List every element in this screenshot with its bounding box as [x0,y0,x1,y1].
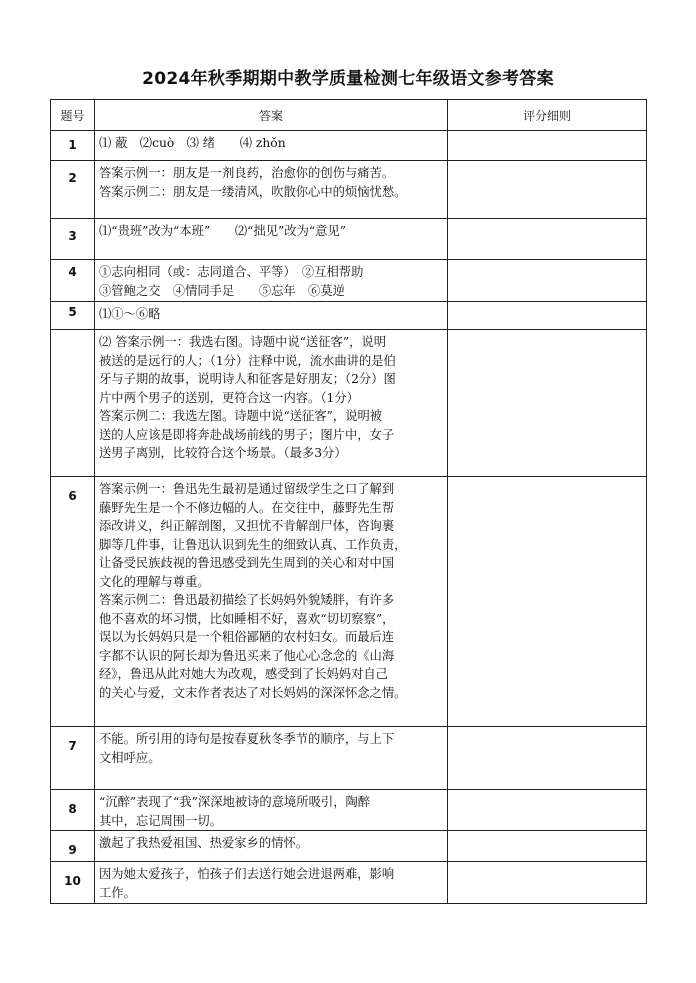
answer-line: 不能。所引用的诗句是按春夏秋冬季节的顺序，与上下 [99,732,395,746]
score-cell [448,477,647,727]
score-cell [448,862,647,904]
table-row [51,831,647,862]
answer-line: ③管鲍之交 ④情同手足 ⑤忘年 ⑥莫逆 [99,283,345,298]
answer-cell [95,131,448,161]
score-cell [448,260,647,302]
answer-line: 送男子离别，比较符合这个场景。（最多3分） [99,446,347,460]
answer-line: ⑵ 答案示例一：我选右图。诗题中说“送征客”，说明 [99,335,387,349]
table-row [51,260,647,302]
table-row [51,727,647,790]
answer-line: 文化的理解与尊重。 [99,574,210,589]
table-row [51,790,647,831]
answer-line: 答案示例一：鲁迅先生最初是通过留级学生之口了解到 [99,482,395,496]
answer-cell [95,219,448,260]
answer-line: 答案示例二：我选左图。诗题中说“送征客”，说明被 [99,409,383,423]
question-number: 7 [51,727,95,790]
answer-line: 文相呼应。 [99,750,161,765]
table-row [51,131,647,161]
answer-cell [95,862,448,904]
answer-cell [95,831,448,862]
table-row [51,330,647,477]
table-row [51,302,647,330]
header-score: 评分细则 [448,100,647,131]
score-cell [448,831,647,862]
question-number: 1 [51,131,95,161]
answer-line: 的关心与爱，文末作者表达了对长妈妈的深深怀念之情。 [99,685,407,700]
answer-line: 答案示例二：鲁迅最初描绘了长妈妈外貌矮胖，有许多 [99,593,395,607]
answer-line: 工作。 [99,885,136,900]
header-answer: 答案 [95,100,448,131]
question-number: 2 [51,161,95,219]
answer-line: 片中两个男子的送别，更符合这一内容。（1分） [99,390,359,405]
table-row [51,477,647,727]
answer-line: 牙与子期的故事，说明诗人和征客是好朋友；（2分）图 [99,372,396,386]
answer-line: ⑴“贵班”改为“本班” ⑵“拙见”改为“意见” [99,224,347,238]
answer-line: ⑴①～⑥略 [99,307,161,321]
score-cell [448,727,647,790]
answer-line: 激起了我热爱祖国、热爱家乡的情怀。 [99,836,309,850]
question-number [51,330,95,477]
score-cell [448,330,647,477]
answer-line: 误以为长妈妈只是一个粗俗鄙陋的农村妇女。而最后连 [99,630,395,644]
answer-line: “沉醉”表现了“我”深深地被诗的意境所吸引，陶醉 [99,795,371,809]
table-header-row [51,100,647,131]
answer-cell [95,330,448,477]
answer-line: 添改讲义，纠正解剖图，又担忧不肯解剖尸体，咨询裹 [99,519,395,533]
question-number: 6 [51,477,95,727]
answer-line: 字都不认识的阿长却为鲁迅买来了他心心念念的《山海 [99,648,395,663]
question-number: 10 [51,862,95,904]
answer-line: 答案示例二：朋友是一缕清风，吹散你心中的烦恼忧愁。 [99,184,407,199]
answer-cell [95,260,448,302]
answer-line: 被送的是远行的人；（1分）注释中说，流水曲讲的是伯 [99,353,396,368]
table-row [51,862,647,904]
score-cell [448,131,647,161]
page-title: 2024年秋季期期中教学质量检测七年级语文参考答案 [142,69,554,89]
score-cell [448,161,647,219]
answer-cell [95,790,448,831]
answer-line: 他不喜欢的坏习惯，比如睡相不好，喜欢“切切察察”， [99,611,395,626]
score-cell [448,219,647,260]
answer-line: 因为她太爱孩子，怕孩子们去送行她会进退两难，影响 [99,867,395,881]
answer-table [50,99,647,904]
answer-line: 答案示例一：朋友是一剂良药，治愈你的创伤与痛苦。 [99,166,395,180]
score-cell [448,302,647,330]
answer-line: ⑴ 蔽 ⑵cuò ⑶ 绪 ⑷ zhǒn [99,136,286,150]
question-number: 8 [51,790,95,831]
answer-cell [95,727,448,790]
answer-line: 藤野先生是一个不修边幅的人。在交往中，藤野先生帮 [99,500,395,515]
answer-line: 经》，鲁迅从此对她大为改观，感受到了长妈妈对自己 [99,667,388,681]
answer-line: ①志向相同（或：志同道合、平等） ②互相帮助 [99,265,364,279]
answer-cell [95,161,448,219]
score-cell [448,790,647,831]
header-num: 题号 [51,100,95,131]
answer-line: 送的人应该是即将奔赴战场前线的男子；图片中，女子 [99,427,395,442]
answer-line: 让备受民族歧视的鲁迅感受到先生周到的关心和对中国 [99,556,395,570]
question-number: 4 [51,260,95,302]
table-row [51,219,647,260]
table-row [51,161,647,219]
answer-cell [95,477,448,727]
answer-line: 其中，忘记周围一切。 [99,813,222,828]
question-number: 3 [51,219,95,260]
question-number: 5 [51,302,95,330]
question-number: 9 [51,831,95,862]
answer-cell [95,302,448,330]
answer-line: 脚等几件事，让鲁迅认识到先生的细致认真、工作负责， [99,537,407,552]
